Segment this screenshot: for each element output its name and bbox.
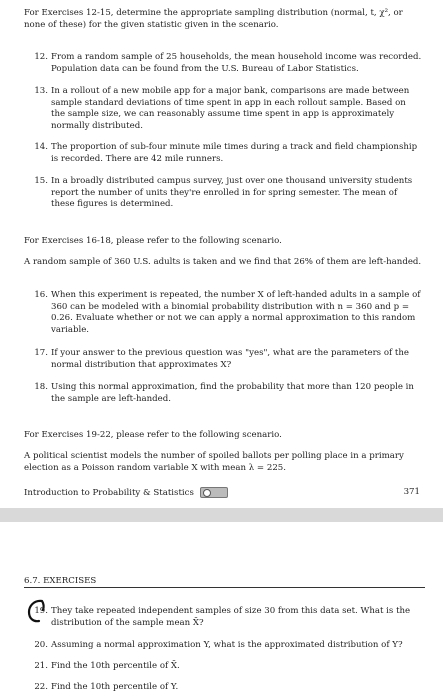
exercise-text: If your answer to the previous question was "yes", what are the parameters of the normal distribution that approximates X? bbox=[51, 348, 409, 370]
exercise-number: 17. bbox=[34, 348, 48, 358]
exercise-number: 18. bbox=[34, 382, 48, 392]
exercise-number: 19. bbox=[34, 606, 48, 616]
exercise-number: 15. bbox=[34, 176, 48, 186]
exercise-text: When this experiment is repeated, the number X of left-handed adults in a sample of 360 can be modeled with a binomial probability distribution with n = 360 and p = 0.26. Evaluate whether or not we can apply a normal approximation to this random variable. bbox=[51, 290, 421, 335]
exercise-number: 21. bbox=[34, 661, 48, 671]
exercise-text: The proportion of sub-four minute mile times during a track and field championship is recorded. There are 42 mile runners. bbox=[51, 142, 418, 164]
exercise-text: From a random sample of 25 households, the mean household income was recorded. Population data can be found from the U.S. Bureau of Labor Statistics. bbox=[51, 52, 422, 74]
exercise-text: Assuming a normal approximation Y, what is the approximated distribution of Y? bbox=[51, 640, 403, 650]
exercise-text: Using this normal approximation, find the probability that more than 120 people in the sample are left-handed. bbox=[51, 382, 414, 404]
creative-commons-license-icon bbox=[200, 487, 228, 498]
scenario-19-22-text: A political scientist models the number of spoiled ballots per polling place in a primary election as a Poisson random variable X with mean λ = 225. bbox=[24, 451, 404, 473]
page-separator bbox=[0, 508, 443, 522]
exercise-number: 20. bbox=[34, 640, 48, 650]
exercise-number: 16. bbox=[34, 290, 48, 300]
scenario-16-18-text: A random sample of 360 U.S. adults is taken and we find that 26% of them are left-handed. bbox=[24, 257, 422, 267]
exercise-number: 14. bbox=[34, 142, 48, 152]
exercise-number: 12. bbox=[34, 52, 48, 62]
section-rule bbox=[24, 587, 425, 588]
exercise-text: They take repeated independent samples of size 30 from this data set. What is the distribution of the sample mean X̄? bbox=[51, 606, 411, 628]
page-footer bbox=[24, 487, 420, 500]
section-heading: 6.7. EXERCISES bbox=[24, 576, 97, 586]
exercise-number: 13. bbox=[34, 86, 48, 96]
scenario-19-22-intro: For Exercises 19-22, please refer to the following scenario. bbox=[24, 430, 282, 440]
exercise-text: In a rollout of a new mobile app for a major bank, comparisons are made between sample standard deviations of time spent in app in each rollout sample. Based on the sample size, we can reasonably assume time spent in app is approximately normally distributed. bbox=[51, 86, 410, 131]
book-title: Introduction to Probability & Statistics bbox=[24, 488, 194, 498]
page-number: 371 bbox=[403, 487, 420, 497]
exercise-text: In a broadly distributed campus survey, just over one thousand university students report the number of units they're enrolled in for spring semester. The mean of these figures is determined. bbox=[51, 176, 413, 210]
exercise-text: Find the 10th percentile of X̄. bbox=[51, 661, 180, 671]
exercise-number: 22. bbox=[34, 682, 48, 692]
exercise-text: Find the 10th percentile of Y. bbox=[51, 682, 179, 692]
intro-paragraph: For Exercises 12-15, determine the appropriate sampling distribution (normal, t, χ², or none of these) for the given statistic given in the scenario. bbox=[24, 8, 403, 30]
scenario-16-18-intro: For Exercises 16-18, please refer to the following scenario. bbox=[24, 236, 282, 246]
